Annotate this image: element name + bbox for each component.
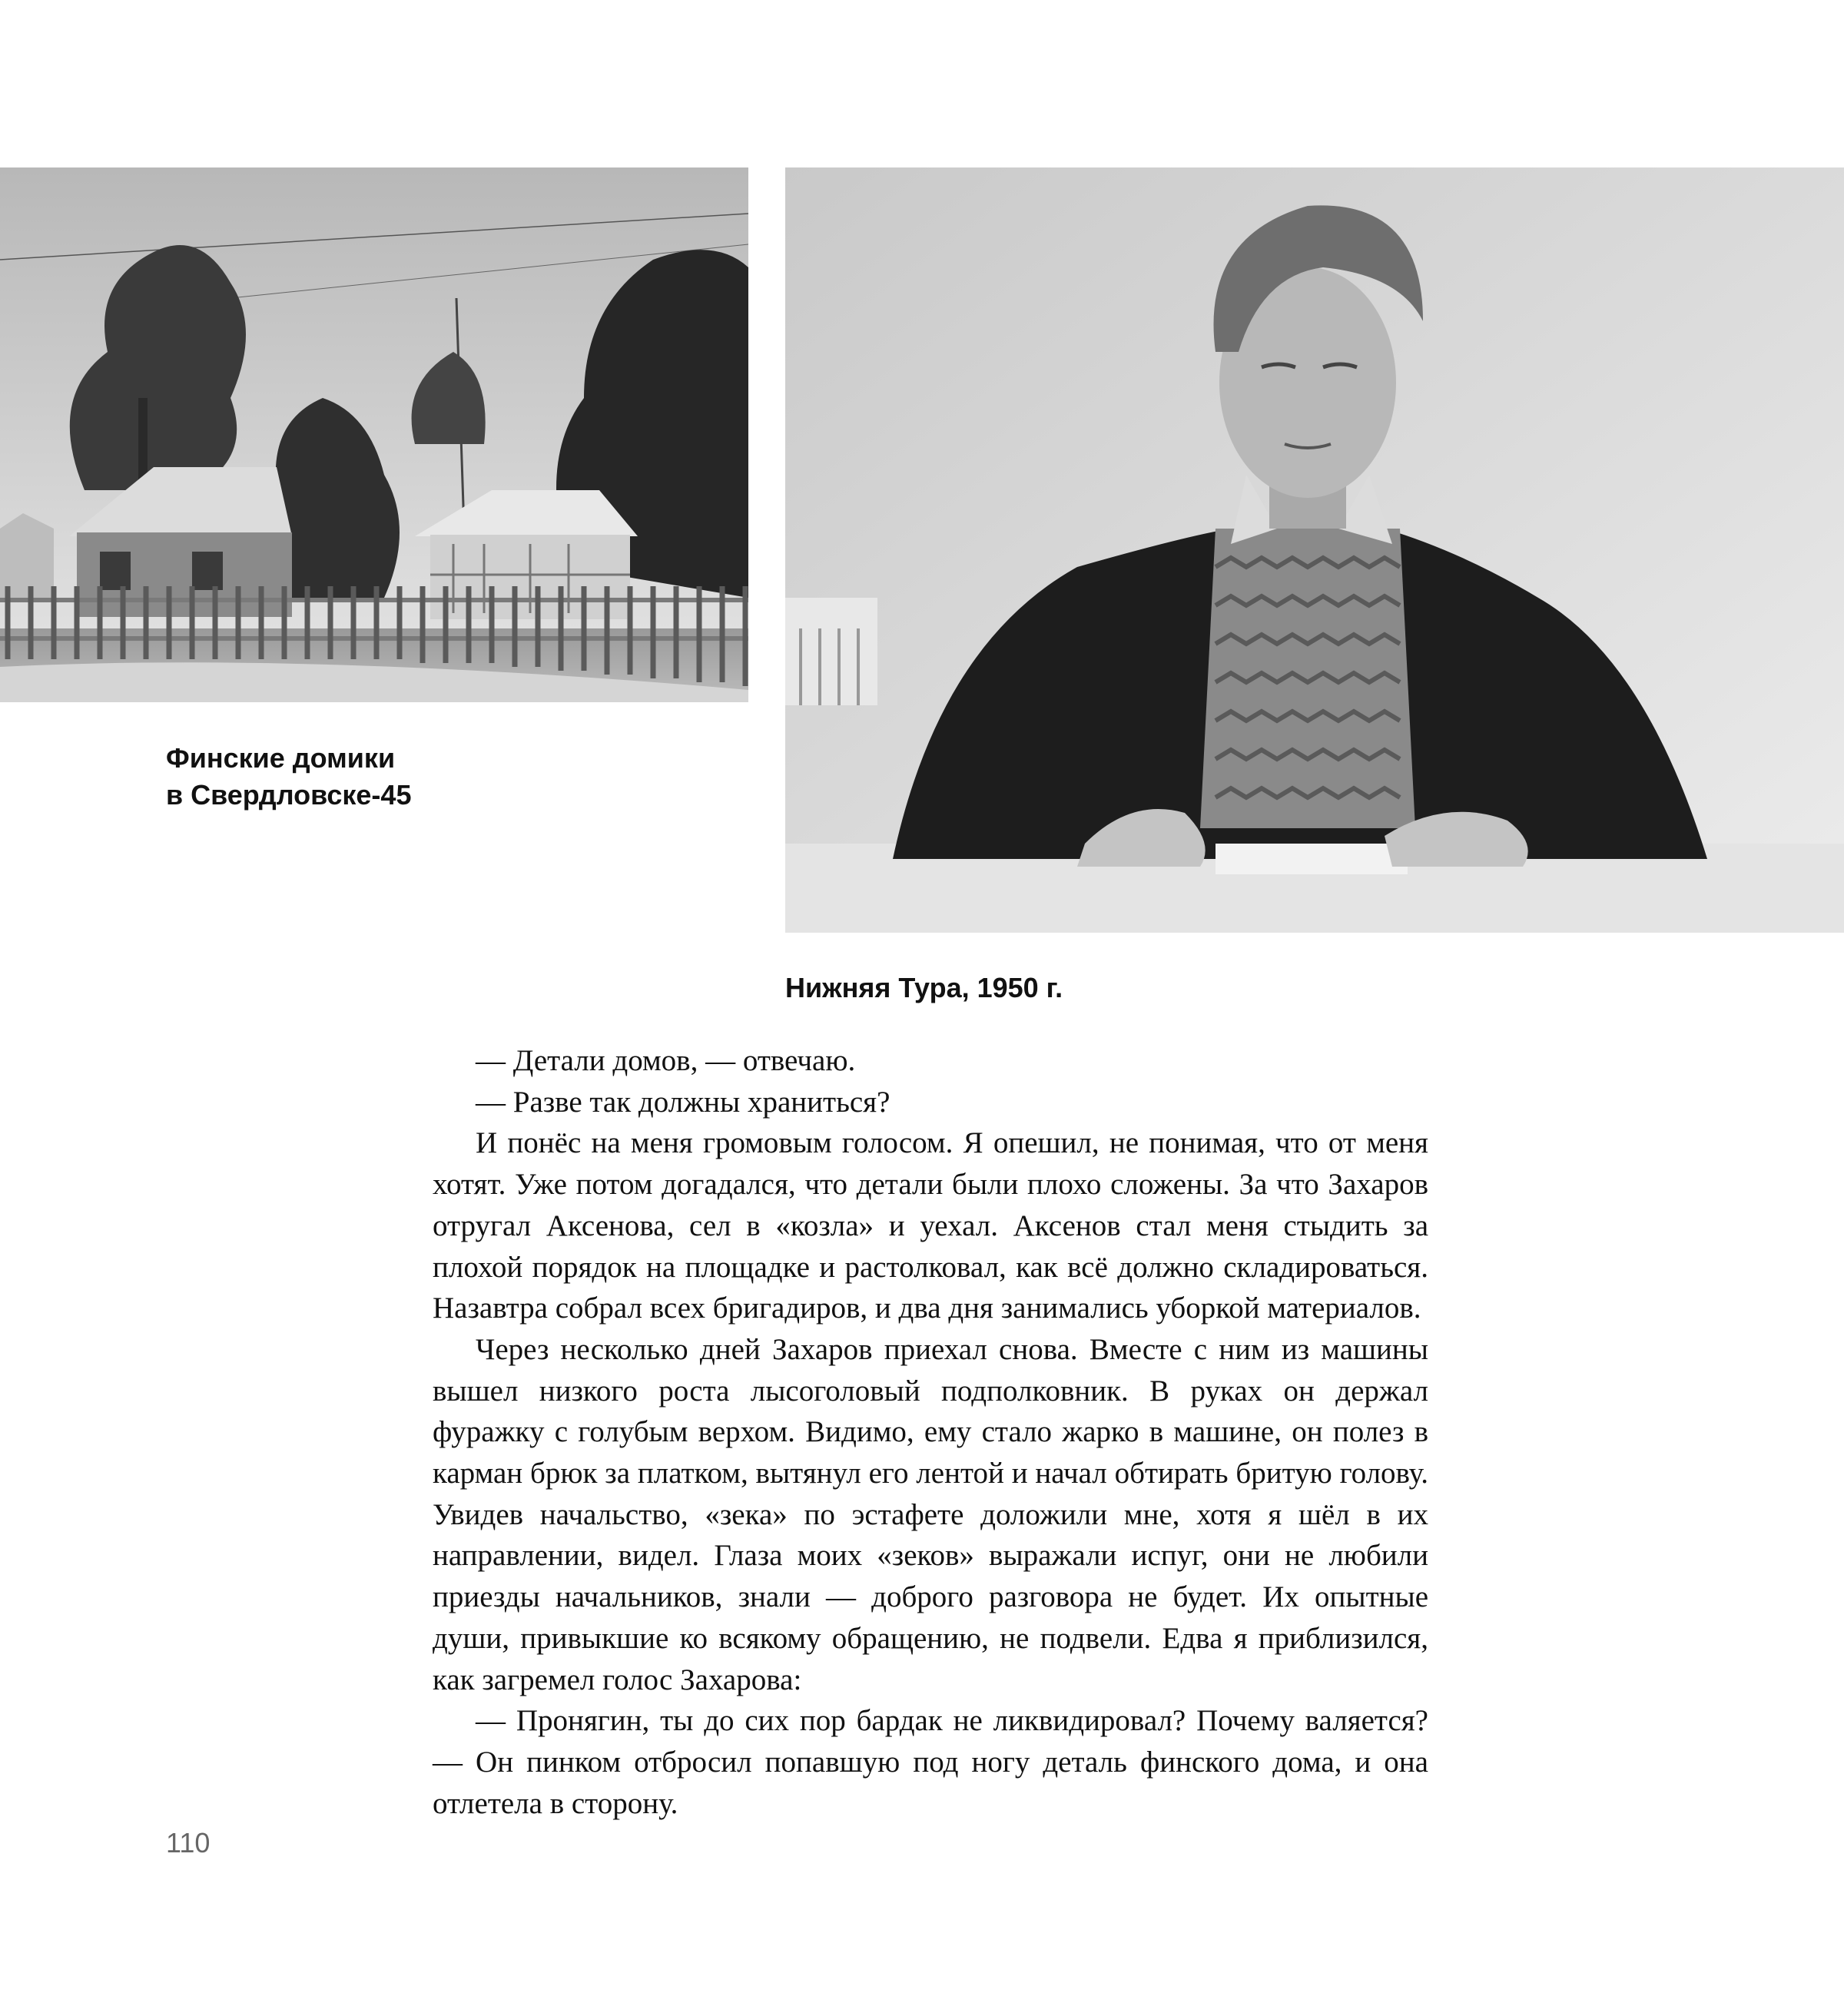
houses-caption-line1: Финские домики <box>166 742 396 774</box>
houses-caption-line2: в Свердловске-45 <box>166 779 412 811</box>
page-number: 110 <box>166 1827 211 1858</box>
young-man-portrait-photo <box>785 167 1844 933</box>
paragraph: — Пронягин, ты до сих пор бардак не ликвидировал? Почему валяется? — Он пинком отбросил попавшую под ногу деталь финского дома, и она отлетела в сторону. <box>433 1704 1428 1820</box>
paragraph: И понёс на меня громовым голосом. Я опешил, не понимая, что от меня хотят. Уже потом догадался, что детали были плохо сложены. За что Захаров отругал Аксенова, сел в «козла» и уехал. Аксенов стал меня стыдить за плохой порядок на площадке и растолковал, как всё должно складироваться. Назавтра собрал всех бригадиров, и два дня занимались уборкой материалов. <box>433 1126 1428 1325</box>
paragraph: — Разве так должны храниться? <box>476 1085 890 1119</box>
paragraph: — Детали домов, — отвечаю. <box>476 1044 856 1077</box>
finnish-houses-photo <box>0 167 748 702</box>
paragraph: Через несколько дней Захаров приехал снова. Вместе с ним из машины вышел низкого роста лысоголовый подполковник. В руках он держал фуражку с голубым верхом. Видимо, ему стало жарко в машине, он полез в карман брюк за платком, вытянул его лентой и начал обтирать бритую голову. Увидев начальство, «зека» по эстафете доложили мне, хотя я шёл в их направлении, видел. Глаза моих «зеков» выражали испуг, они не любили приезды начальников, знали — доброго разговора не будет. Их опытные души, привыкшие ко всякому обращению, не подвели. Едва я приблизился, как загремел голос Захарова: <box>433 1332 1428 1696</box>
portrait-photo-caption: Нижняя Тура, 1950 г. <box>785 972 1063 1003</box>
body-text <box>433 1040 1428 1824</box>
houses-photo-caption <box>166 740 550 814</box>
